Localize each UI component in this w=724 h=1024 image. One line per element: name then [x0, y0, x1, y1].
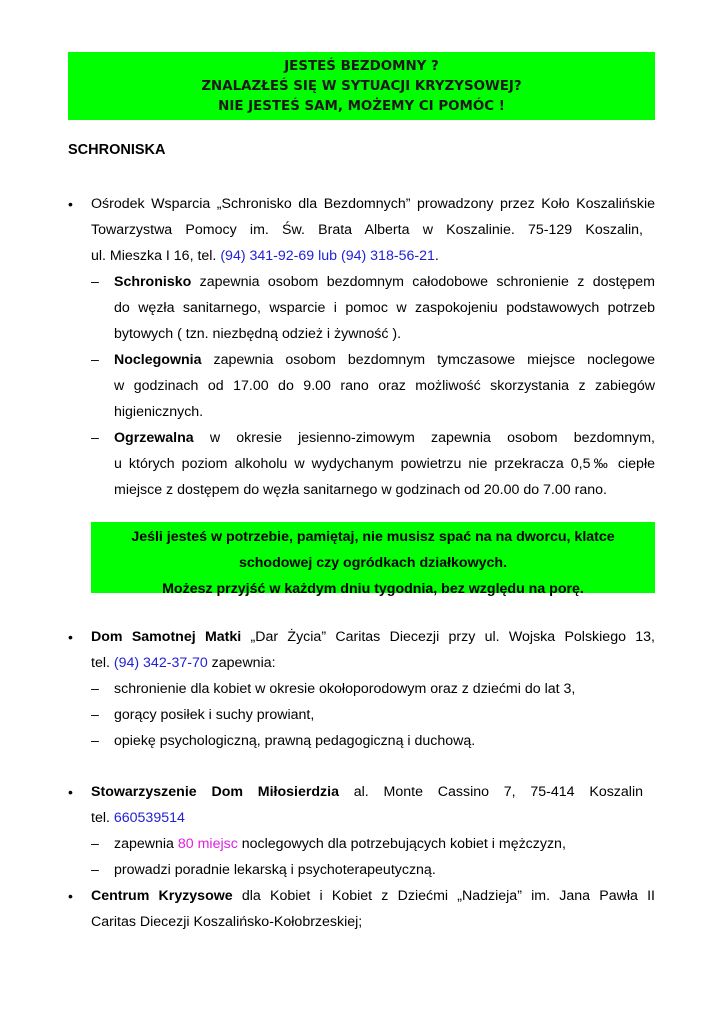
- phone-link[interactable]: 660539514: [113, 810, 185, 826]
- dash-icon: –: [91, 430, 99, 446]
- ogrzewalna-line-1: Ogrzewalna w okresie jesienno-zimowym zapewnia osobom bezdomnym,: [114, 430, 655, 446]
- dom-matki-sub-3: opiekę psychologiczną, prawną pedagogiczną i duchową.: [114, 733, 476, 749]
- banner-line-2: ZNALAZŁEŚ SIĘ W SYTUACJI KRYZYSOWEJ?: [201, 79, 522, 94]
- info-banner-line-2: schodowej czy ogródkach działkowych.: [238, 555, 508, 571]
- ogrzewalna-line-2: u których poziom alkoholu w wydychanym powietrzu nie przekracza 0,5‰ ciepłe: [114, 456, 655, 472]
- banner-line-1: JESTEŚ BEZDOMNY ?: [284, 59, 439, 74]
- noclegownia-line-1: Noclegownia zapewnia osobom bezdomnym tymczasowe miejsce noclegowe: [114, 352, 655, 368]
- info-banner: [91, 522, 655, 597]
- banner-line-3: NIE JESTEŚ SAM, MOŻEMY CI POMÓC !: [218, 99, 505, 114]
- stowarzyszenie-line-1: Stowarzyszenie Dom Miłosierdzia al. Monte Cassino 7, 75-414 Koszalin: [91, 784, 643, 800]
- dom-matki-sub-1: schronienie dla kobiet w okresie okołoporodowym oraz z dziećmi do lat 3,: [114, 681, 576, 697]
- dash-icon: –: [91, 681, 99, 697]
- osrodek-line-3: ul. Mieszka I 16, tel. (94) 341-92-69 lub (94) 318-56-21.: [91, 248, 439, 264]
- info-banner-line-1: Jeśli jesteś w potrzebie, pamiętaj, nie musisz spać na na dworcu, klatce: [131, 529, 615, 545]
- bullet-icon: •: [68, 196, 73, 212]
- dash-icon: –: [91, 707, 99, 723]
- header-banner: [68, 52, 655, 120]
- bullet-icon: •: [68, 629, 73, 645]
- centrum-line-1: Centrum Kryzysowe dla Kobiet i Kobiet z Dziećmi „Nadzieja” im. Jana Pawła II: [91, 888, 655, 904]
- dom-matki-line-2: tel. (94) 342-37-70 zapewnia:: [91, 655, 276, 671]
- phone-link[interactable]: (94) 341-92-69 lub (94) 318-56-21: [220, 248, 435, 264]
- dom-matki-line-1: Dom Samotnej Matki „Dar Życia” Caritas Diecezji przy ul. Wojska Polskiego 13,: [91, 629, 655, 645]
- stowarzyszenie-line-2: tel. 660539514: [91, 810, 185, 826]
- schronisko-line-2: do węzła sanitarnego, wsparcie i pomoc w zaspokojeniu podstawowych potrzeb: [114, 300, 655, 316]
- info-banner-line-3: Możesz przyjść w każdym dniu tygodnia, bez względu na porę.: [162, 581, 584, 597]
- bullet-icon: •: [68, 888, 73, 904]
- dash-icon: –: [91, 862, 99, 878]
- ogrzewalna-line-3: miejsce z dostępem do węzła sanitarnego w godzinach od 20.00 do 7.00 rano.: [114, 482, 607, 498]
- noclegownia-line-3: higienicznych.: [114, 404, 204, 420]
- noclegownia-line-2: w godzinach od 17.00 do 9.00 rano oraz możliwość skorzystania z zabiegów: [114, 378, 655, 394]
- section-heading: SCHRONISKA: [68, 142, 166, 158]
- dom-matki-sub-2: gorący posiłek i suchy prowiant,: [114, 707, 315, 723]
- centrum-line-2: Caritas Diecezji Koszalińsko-Kołobrzeskiej;: [91, 914, 363, 930]
- schronisko-line-3: bytowych ( tzn. niezbędną odzież i żywność ).: [114, 326, 402, 342]
- stowarzyszenie-sub-1: zapewnia 80 miejsc noclegowych dla potrzebujących kobiet i mężczyzn,: [114, 836, 566, 852]
- bullet-icon: •: [68, 784, 73, 800]
- stowarzyszenie-sub-2: prowadzi poradnie lekarską i psychoterapeutyczną.: [114, 862, 436, 878]
- dash-icon: –: [91, 274, 99, 290]
- dash-icon: –: [91, 836, 99, 852]
- dash-icon: –: [91, 352, 99, 368]
- schronisko-line-1: Schronisko zapewnia osobom bezdomnym całodobowe schronienie z dostępem: [114, 274, 655, 290]
- osrodek-line-1: Ośrodek Wsparcia „Schronisko dla Bezdomnych” prowadzony przez Koło Koszalińskie: [91, 196, 655, 212]
- dash-icon: –: [91, 733, 99, 749]
- phone-link[interactable]: (94) 342-37-70: [113, 655, 208, 671]
- osrodek-line-2: Towarzystwa Pomocy im. Św. Brata Alberta w Koszalinie. 75-129 Koszalin,: [91, 222, 643, 238]
